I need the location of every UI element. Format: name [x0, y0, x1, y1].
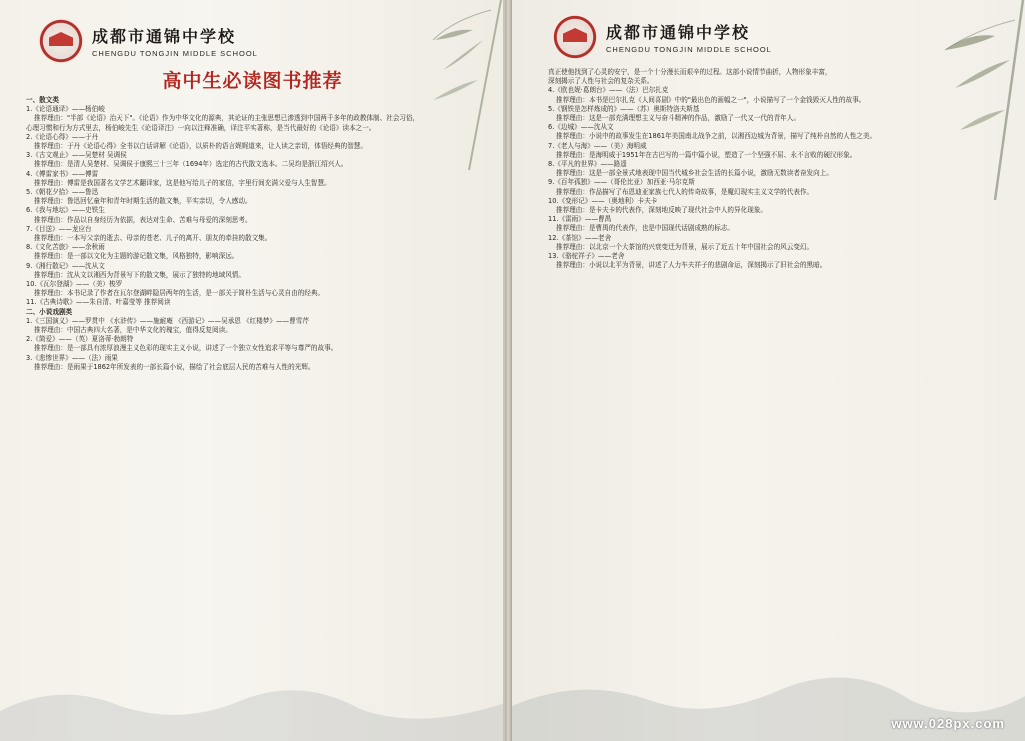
left-page-body [26, 96, 483, 372]
text-line: 1.《三国演义》——罗贯中 《水浒传》——施耐庵 《西游记》——吴承恩 《红楼梦》——曹雪芹 [26, 316, 309, 325]
text-line: 8.《平凡的世界》——路遥 [548, 160, 627, 169]
text-line: 5.《钢铁是怎样炼成的》——（苏）奥斯特洛夫斯基 [548, 104, 700, 113]
text-line: 推荐理由：作品以自身经历为依据，表达对生命、苦难与母爱的深刻思考。 [34, 215, 252, 224]
text-line: 11.《古典诗歌》——朱自清、叶嘉莹等 推荐阅读 [26, 298, 171, 307]
right-page [512, 0, 1025, 741]
school-header-right [552, 14, 772, 60]
text-line: 3.《古文观止》——吴楚材 吴调侯 [26, 151, 127, 160]
text-line: 13.《骆驼祥子》——老舍 [548, 252, 625, 261]
school-name-en: CHENGDU TONGJIN MIDDLE SCHOOL [606, 45, 772, 54]
text-line: 12.《茶馆》——老舍 [548, 233, 612, 242]
school-logo [38, 18, 84, 64]
text-line: 7.《老人与海》——（美）海明威 [548, 141, 647, 150]
text-line: 推荐理由：以北京一个大茶馆的兴衰变迁为背景，展示了近五十年中国社会的风云变幻。 [556, 242, 814, 251]
text-line: 推荐理由：沈从文以湘西为背景写下的散文集，展示了独特的地域风情。 [34, 270, 245, 279]
text-line: 推荐理由：小说以北平为背景，讲述了人力车夫祥子的悲剧命运，深刻揭示了旧社会的黑暗。 [556, 261, 827, 270]
text-line: 10.《瓦尔登湖》——（美）梭罗 [26, 280, 123, 289]
text-line: 11.《雷雨》——曹禺 [548, 215, 612, 224]
text-line: 推荐理由：于丹《论语心得》全书以白话讲解《论语》，以质朴的语言娓娓道来，让人读之亲切，体悟经典的智慧。 [34, 142, 367, 151]
text-line: 推荐理由：这是一部全景式地表现中国当代城乡社会生活的长篇小说，激励无数读者奋发向上。 [556, 169, 833, 178]
book-gutter [505, 0, 512, 741]
text-line: 9.《湘行散记》——沈从文 [26, 261, 105, 270]
text-line: 深刻揭示了人性与社会的复杂关系。 [548, 77, 654, 86]
school-name-cn: 成都市通锦中学校 [606, 23, 751, 42]
text-line: 心理习惯和行为方式里去，杨伯峻先生《论语译注》一向以注释准确，译注平实著称，是当代最好的《论语》读本之一。 [26, 123, 376, 132]
text-line: 推荐理由：作品描写了布恩迪亚家族七代人的传奇故事，是魔幻现实主义文学的代表作。 [556, 187, 814, 196]
text-line: 推荐理由：鲁迅回忆童年和青年时期生活的散文集，平实亲切，令人感动。 [34, 197, 252, 206]
text-line: 推荐理由：这是一部充满理想主义与奋斗精神的作品，激励了一代又一代的青年人。 [556, 114, 800, 123]
text-line: 推荐理由：傅雷是我国著名文学艺术翻译家，这是他写给儿子的家信，字里行间充满父爱与人生智慧。 [34, 178, 331, 187]
text-line: 推荐理由：小说中的故事发生在1861年美国南北战争之前，以湘西边城为背景，描写了纯朴自然的人性之美。 [556, 132, 877, 141]
text-line: 推荐理由：本书是巴尔扎克《人间喜剧》中的"最出色的画幅之一"，小说描写了一个金钱毁灭人性的故事。 [556, 95, 866, 104]
text-line: 3.《悲惨世界》——（法）雨果 [26, 353, 119, 362]
text-line: 一、散文类 [26, 96, 59, 104]
text-line: 推荐理由：是一部具有浓厚浪漫主义色彩的现实主义小说，讲述了一个独立女性追求平等与尊严的故事。 [34, 344, 338, 353]
text-line: 推荐理由：是卡夫卡的代表作，深刻地反映了现代社会中人的异化现象。 [556, 206, 767, 215]
text-line: 6.《我与地坛》——史铁生 [26, 206, 105, 215]
school-logo [552, 14, 598, 60]
right-page-body [548, 68, 1001, 270]
ink-mountain-decoration [0, 671, 505, 741]
text-line: 5.《朝花夕拾》——鲁迅 [26, 188, 99, 197]
text-line: 推荐理由："半部《论语》治天下"。《论语》作为中华文化的源典，其论证的主张思想已渗透到中国两千多年的政教体制、社会习俗， [34, 114, 420, 123]
text-line: 8.《文化苦旅》——余秋雨 [26, 243, 105, 252]
text-line: 推荐理由：中国古典四大名著，是中华文化的瑰宝，值得反复阅读。 [34, 326, 232, 335]
text-line: 真正使他找到了心灵的安宁，是一个十分漫长而艰辛的过程。这部小说情节曲折，人物形象丰富， [548, 68, 832, 76]
text-line: 推荐理由：是一部以文化为主题的游记散文集，风格独特，影响深远。 [34, 252, 239, 261]
site-watermark: www.028px.com [891, 716, 1005, 731]
text-line: 2.《简爱》——（英）夏洛蒂·勃朗特 [26, 335, 134, 344]
text-line: 推荐理由：是清人吴楚材、吴调侯于康熙三十三年（1694年）选定的古代散文选本。二吴均是浙江绍兴人。 [34, 160, 348, 169]
text-line: 推荐理由：本书记录了作者在瓦尔登湖畔隐居两年的生活，是一部关于简朴生活与心灵自由的经典。 [34, 289, 325, 298]
school-header [38, 18, 258, 64]
text-line: 7.《目送》——龙应台 [26, 224, 92, 233]
text-line: 1.《论语通译》——杨伯峻 [26, 105, 105, 114]
text-line: 4.《傅雷家书》——傅雷 [26, 169, 99, 178]
left-page [0, 0, 505, 741]
text-line: 10.《变形记》——（奥地利）卡夫卡 [548, 196, 658, 205]
school-name-cn: 成都市通锦中学校 [92, 27, 237, 46]
text-line: 9.《百年孤独》——（哥伦比亚）加西亚·马尔克斯 [548, 178, 695, 187]
text-line: 推荐理由：是雨果于1862年所发表的一部长篇小说，描绘了社会底层人民的苦难与人性的光辉。 [34, 362, 315, 371]
text-line: 2.《论语心得》——于丹 [26, 132, 99, 141]
text-line: 推荐理由：一本写父亲的逝去、母亲的苍老、儿子的离开、朋友的牵挂的散文集。 [34, 234, 272, 243]
text-line: 4.《欧也妮·葛朗台》——（法）巴尔扎克 [548, 86, 669, 95]
text-line: 6.《边城》——沈从文 [548, 123, 614, 132]
text-line: 推荐理由：是曹禺的代表作，也是中国现代话剧成熟的标志。 [556, 224, 735, 233]
document-title: 高中生必读图书推荐 [162, 70, 343, 92]
school-name-en: CHENGDU TONGJIN MIDDLE SCHOOL [92, 49, 258, 58]
text-line: 二、小说戏剧类 [26, 307, 73, 316]
text-line: 推荐理由：是海明威于1951年在古巴写的一篇中篇小说，塑造了一个坚强不屈、永不言败的硬汉形象。 [556, 150, 857, 159]
